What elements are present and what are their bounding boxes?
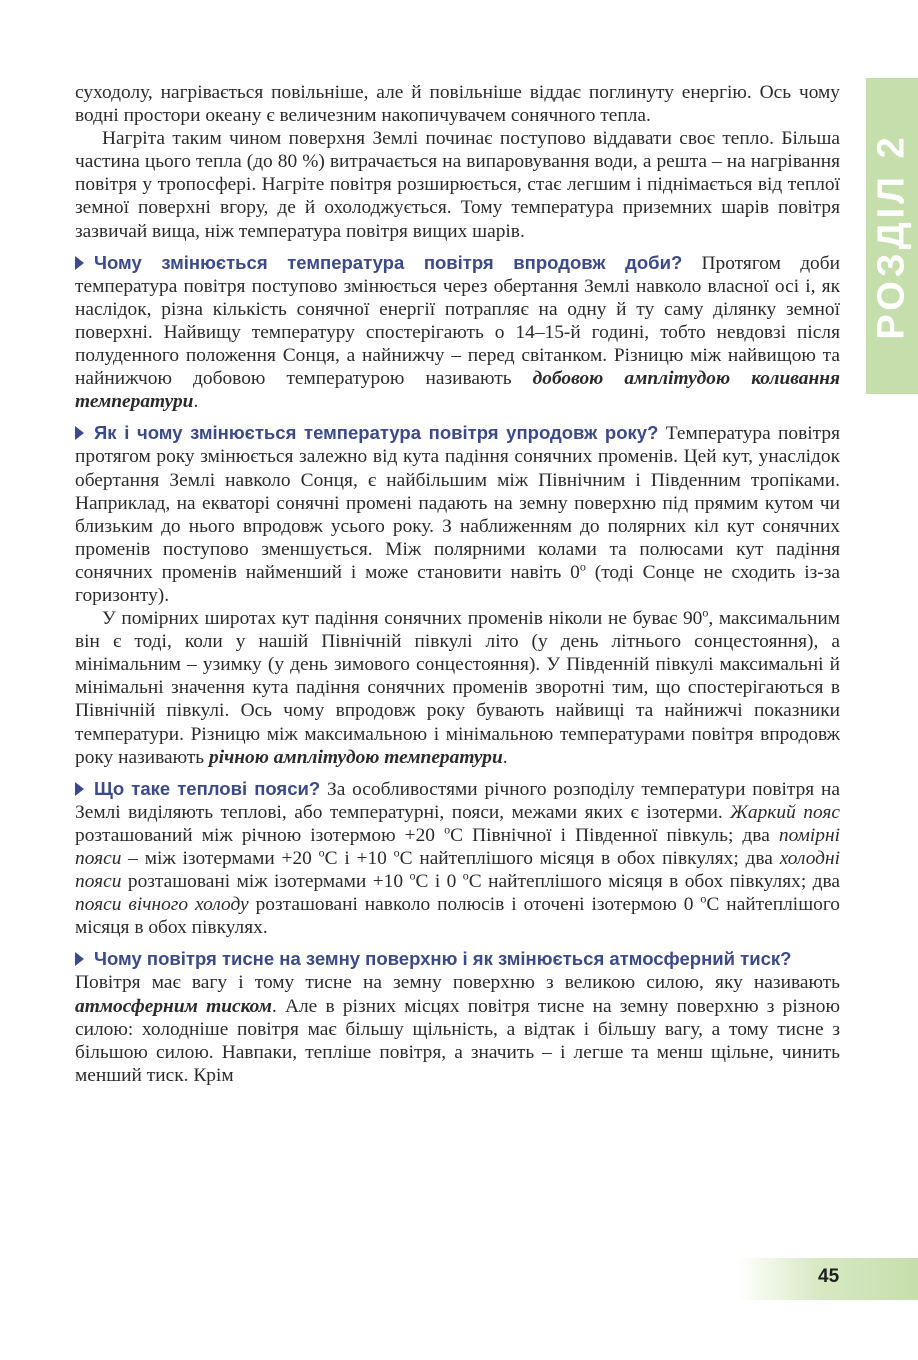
- bullet-arrow-icon: [75, 782, 84, 796]
- italic-term: холодні пояси: [75, 848, 840, 893]
- section-question: Чому повітря тисне на земну поверхню і як змінюється атмосферний тиск?: [94, 948, 792, 970]
- paragraph-heat-release: Нагріта таким чином поверхня Землі починає поступово віддавати своє тепло. Більша частина цього тепла (до 80 %) витрачається на випаровування води, а решта – на нагрівання повітря у тропосфері. Нагріте повітря розширюється, стає легшим і піднімається від теплої земної поверхні вгору, де й охолоджується. Тому температура приземних шарів повітря зазвичай вища, ніж температура повітря вищих шарів.: [75, 128, 840, 242]
- bullet-arrow-icon: [75, 256, 84, 270]
- key-term: річною амплітудою температури: [209, 746, 503, 768]
- chapter-label: РОЗДІЛ 2: [870, 132, 913, 340]
- paragraph-temperate-latitudes: У помірних широтах кут падіння сонячних променів ніколи не буває 90$^o$, максимальним він є тоді, коли у нашій Північній півкулі літо (у день літнього сонцестояння), а мінімальним – узимку (у день зимового сонцестояння). У Південній півкулі максимальні й мінімальні значення кута падіння сонячних променів зворотні тим, що спостерігаються в Північній півкулі. Ось чому впродовж року бувають найвищі та найнижчі показники температури. Різницю між максимальною і мінімальною температурами повітря впродовж року називають річною амплітудою температури.: [75, 605, 840, 768]
- page-number: 45: [818, 1266, 840, 1287]
- bullet-arrow-icon: [75, 952, 84, 966]
- key-term: добовою амплітудою коливання температури: [75, 368, 841, 413]
- page-content: [75, 81, 840, 1087]
- italic-term: помірні пояси: [75, 824, 840, 869]
- section-question: Чому змінюється температура повітря впродовж доби?: [94, 251, 683, 273]
- section-daily-temperature: Чому змінюється температура повітря впродовж доби? Протягом доби температура повітря поступово змінюється через обертання Землі навколо власної осі і, як наслідок, різна кількість сонячної енергії потрапляє на одну й ту саму ділянку земної поверхні. Найвищу температуру спостерігають о 14–15-й годині, тобто невдовзі після полуденного положення Сонця, а найнижчу – перед світанком. Різницю між найвищою та найнижчою добовою температурою називають добовою амплітудою коливання температури.: [75, 251, 841, 413]
- italic-term: пояси вічного холоду: [75, 894, 249, 916]
- section-annual-temperature: Як і чому змінюється температура повітря упродовж року? Температура повітря протягом року змінюється залежно від кута падіння сонячних променів. Цей кут, унаслідок обертання Землі навколо Сонця, є найбільшим між Північним і Південним тропіками. Наприклад, на екваторі сонячні промені падають на земну поверхню під прямим кутом чи близьким до нього впродовж усього року. З наближенням до полярних кіл кут сонячних променів поступово зменшується. Між полярними колами та полюсами кут падіння сонячних променів найменший і може становити навіть 0$^o$ (тоді Сонце не сходить із-за горизонту).: [75, 422, 840, 606]
- section-atmospheric-pressure: Чому повітря тисне на земну поверхню і як змінюється атмосферний тиск? Повітря має вагу і тому тисне на земну поверхню з великою силою, яку називають атмосферним тиском. Але в різних місцях повітря тисне на земну поверхню з різною силою: холодніше повітря має більшу щільність, а відтак і більшу вагу, а тому тисне з більшою силою. Навпаки, тепліше повітря, а значить – і легше та менш щільне, чинить менший тиск. Крім: [75, 948, 840, 1086]
- section-question: Що таке теплові пояси?: [94, 777, 321, 799]
- chapter-side-tab: [866, 78, 918, 394]
- paragraph-continued: суходолу, нагрівається повільніше, але й повільніше віддає поглинуту енергію. Ось чому водні простори океану є величезним накопичувачем сонячного тепла.: [75, 82, 840, 127]
- bullet-arrow-icon: [75, 426, 84, 440]
- key-term: атмосферним тиском: [75, 995, 272, 1017]
- section-question: Як і чому змінюється температура повітря упродовж року?: [94, 422, 659, 444]
- section-thermal-belts: Що таке теплові пояси? За особливостями річного розподілу температури повітря на Землі виділяють теплові, або температурні, пояси, межами яких є ізотерми. Жаркий пояс розташований між річною ізотермою +20 $^o$С Північної і Південної півкуль; два помірні пояси – між ізотермами +20 $^o$С і +10 $^o$С найтеплішого місяця в обох півкулях; два холодні пояси розташовані між ізотермами +10 $^o$С і 0 $^o$С найтеплішого місяця в обох півкулях; два пояси вічного холоду розташовані навколо полюсів і оточені ізотермою 0 $^o$С найтеплішого місяця в обох півкулях.: [75, 777, 841, 939]
- italic-term: Жаркий пояс: [730, 801, 841, 823]
